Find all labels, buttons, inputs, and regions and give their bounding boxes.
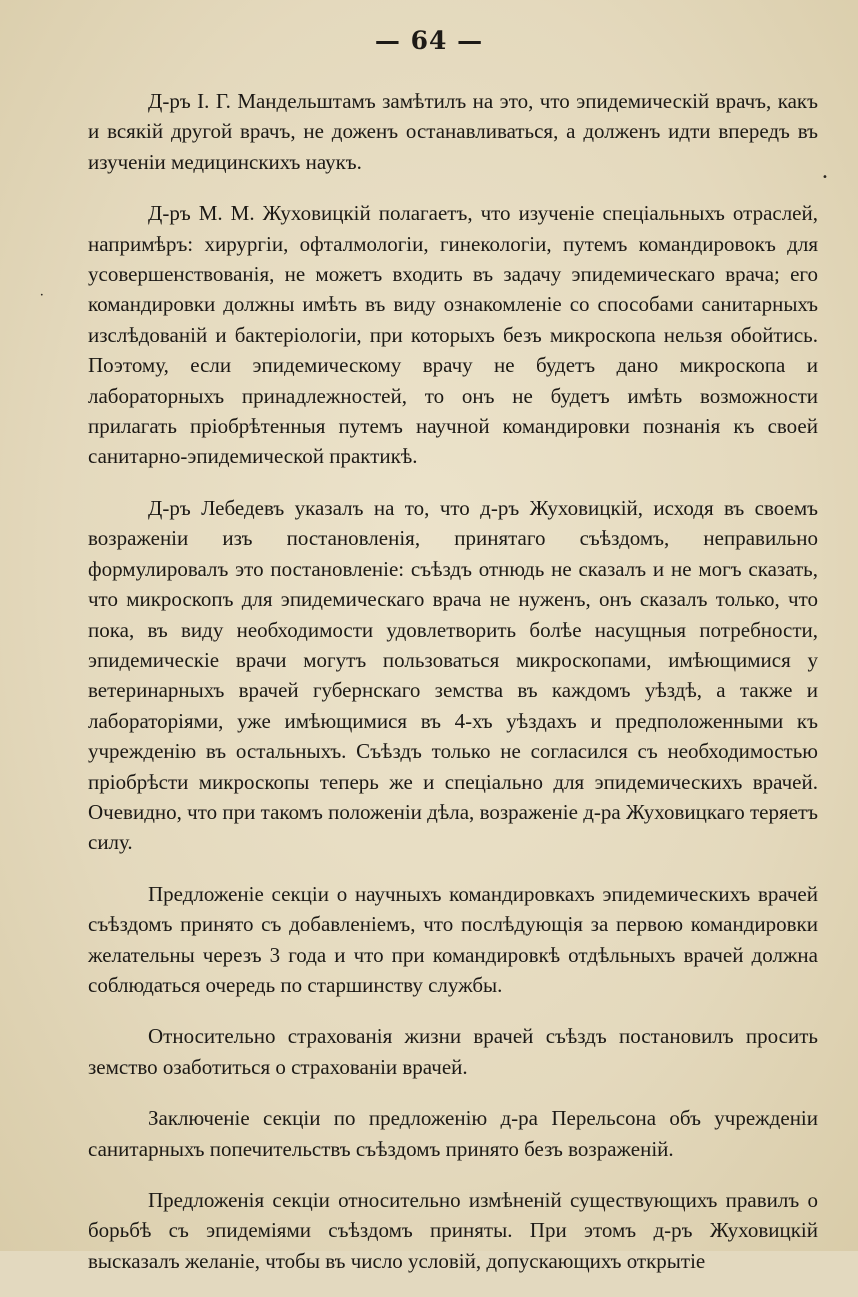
paragraph-commissions: Предложеніе секціи о научныхъ командировкахъ эпидемическихъ врачей съѣздомъ принято съ добавленіемъ, что послѣдующія за первою командировки желательны черезъ 3 года и что при командировкѣ отдѣльныхъ врачей должна соблюдаться очередь по старшинству службы. — [88, 881, 818, 997]
scan-speck-mark: • — [822, 172, 828, 183]
scan-speck-mark: • — [40, 292, 44, 299]
paragraph-epidemic-rules: Предложенія секціи относительно измѣненій существующихъ правилъ о борьбѣ съ эпидеміями съѣздомъ приняты. При этомъ д-ръ Жуховицкій высказалъ желаніе, чтобы въ число условій, допускающихъ открытіе — [88, 1188, 818, 1273]
paragraph-lebedev: Д-ръ Лебедевъ указалъ на то, что д-ръ Жуховицкій, исходя въ своемъ возраженіи изъ постановленія, принятаго съѣздомъ, неправильно формулировалъ это постановленіе: съѣздъ отнюдь не сказалъ и не могъ сказать, что микроскопъ для эпидемическаго врача не нуженъ, онъ сказалъ только, что пока, въ виду необходимости удовлетворить болѣе насущныя потребности, эпидемическіе врачи могутъ пользоваться микроскопами, имѣющимися у ветеринарныхъ врачей губернскаго земства въ каждомъ уѣздѣ, а также и лабораторіями, уже имѣющимися въ 4-хъ уѣздахъ и предположенными къ учрежденію въ остальныхъ. Съѣздъ только не согласился съ необходимостью пріобрѣсти микроскопы теперь же и спеціально для эпидемическихъ врачей. Очевидно, что при такомъ положеніи дѣла, возраженіе д-ра Жуховицкаго теряетъ силу. — [88, 495, 818, 855]
paragraph-mandelshtam: Д-ръ I. Г. Мандельштамъ замѣтилъ на это, что эпидемическій врачъ, какъ и всякій другой врачъ, не доженъ останавливаться, а долженъ идти впередъ въ изученіи медицинскихъ наукъ. — [88, 89, 818, 174]
page-number: — 64 — — [374, 26, 484, 55]
paragraph-insurance: Относительно страхованія жизни врачей съѣздъ постановилъ просить земство озаботиться о страхованіи врачей. — [88, 1024, 818, 1079]
body-text — [88, 86, 818, 1297]
paragraph-zhukhovitsky: Д-ръ М. М. Жуховицкій полагаетъ, что изученіе спеціальныхъ отраслей, напримѣръ: хирургіи, офталмологіи, гинекологіи, путемъ командировокъ для усовершенствованія, не можетъ входить въ задачу эпидемическаго врача; его командировки должны имѣть въ виду ознакомленіе со способами санитарныхъ изслѣдованій и бактеріологіи, при которыхъ безъ микроскопа нельзя обойтись. Поэтому, если эпидемическому врачу не будетъ дано микроскопа и лабораторныхъ принадлежностей, то онъ не будетъ имѣть возможности прилагать пріобрѣтенныя путемъ научной командировки познанія къ своей санитарно-эпидемической практикѣ. — [88, 201, 818, 469]
paragraph-trusteeships: Заключеніе секціи по предложенію д-ра Перельсона объ учрежденіи санитарныхъ попечительствъ съѣздомъ принято безъ возраженій. — [88, 1106, 818, 1161]
